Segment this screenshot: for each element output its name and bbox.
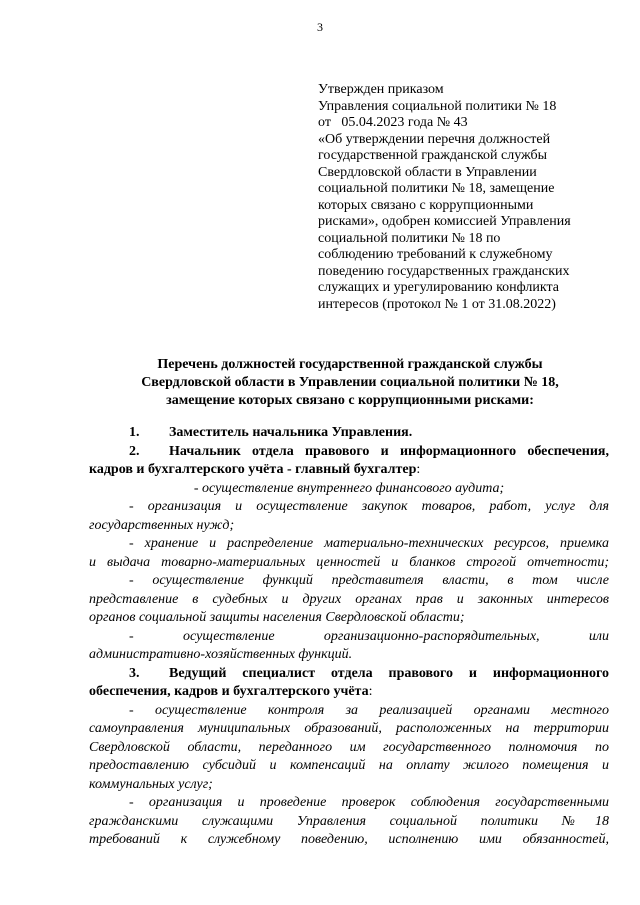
duty-line: коммунальных услуг; (89, 776, 213, 792)
duty-line: самоуправления муниципальных образований, расположенных на территории (89, 721, 609, 736)
colon: : (368, 684, 373, 699)
duty-line: предоставлению субсидий и компенсаций на оплату жилого помещения и (89, 758, 609, 773)
duty-line: - организация и осуществление закупок товаров, работ, услуг для (129, 499, 609, 514)
approval-line: Утвержден приказом (318, 82, 444, 97)
approval-line: социальной политики № 18, замещение (318, 181, 555, 196)
duty-line: - хранение и распределение материально-технических ресурсов, приемка (129, 536, 609, 551)
title-line: Свердловской области в Управлении социальной политики № 18, (141, 375, 559, 390)
list-item-3-continued (89, 683, 609, 702)
colon: : (416, 462, 421, 477)
item-number: 1. (129, 425, 140, 440)
duty-line: - осуществление организационно-распорядительных, или (129, 628, 609, 644)
approval-line: рисками», одобрен комиссией Управления (318, 214, 571, 229)
item-title-cont: обеспечения, кадров и бухгалтерского учёта (89, 684, 369, 699)
duty-line: - осуществление функций представителя власти, в том числе (129, 573, 609, 588)
approval-line: государственной гражданской службы (318, 148, 548, 163)
list-item-3 (89, 665, 609, 684)
duty-line: гражданскими служащими Управления социальной политики №18 (89, 813, 609, 829)
title-line: замещение которых связано с коррупционными рисками: (166, 393, 534, 408)
approval-line: служащих и урегулированию конфликта (318, 280, 559, 295)
approval-block (318, 82, 610, 313)
title-line: Перечень должностей государственной гражданской службы (157, 357, 543, 372)
list-item-1 (89, 424, 609, 443)
approval-line: от 05.04.2023 года № 43 (318, 115, 468, 130)
approval-line: поведению государственных гражданских (318, 263, 570, 279)
item-title: Заместитель начальника Управления. (169, 425, 413, 440)
page-number: 3 (317, 20, 323, 34)
duty-line: государственных нужд; (89, 517, 235, 533)
list-item-2-continued (89, 461, 609, 480)
duty-line: - организация и проведение проверок соблюдения государственными (129, 795, 609, 810)
approval-line: которых связано с коррупционными (318, 197, 534, 213)
item-title-cont: кадров и бухгалтерского учёта - главный бухгалтер (89, 462, 417, 477)
approval-line: интересов (протокол № 1 от 31.08.2022) (318, 296, 556, 312)
duty-line: - осуществление контроля за реализацией органами местного (129, 702, 609, 718)
duty-line: - осуществление внутреннего финансового аудита; (193, 480, 505, 496)
duty-line: органов социальной защиты населения Свердловской области; (89, 610, 465, 625)
item-number: 3. (129, 665, 140, 681)
item-number: 2. (129, 443, 140, 459)
duty-line: требований к служебному поведению, исполнению ими обязанностей, (89, 832, 609, 847)
item-title: Начальник отдела правового и информационного обеспечения, (169, 443, 609, 459)
duty-line: представление в судебных и других органах прав и законных интересов (89, 591, 609, 607)
list-item-2 (89, 443, 609, 462)
duty-line: Свердловской области, переданного им государственного полномочия по (89, 739, 609, 755)
document-title (80, 356, 620, 410)
approval-line: Свердловской области в Управлении (318, 164, 537, 180)
duty-line: и выдача товарно-материальных ценностей и бланков строгой отчетности; (89, 554, 609, 570)
approval-line: «Об утверждении перечня должностей (318, 131, 551, 147)
item-title: Ведущий специалист отдела правового и информационного (169, 665, 609, 681)
approval-line: Управления социальной политики № 18 (318, 98, 557, 114)
duty-line: административно-хозяйственных функций. (89, 647, 353, 662)
positions-list (89, 424, 609, 850)
approval-line: социальной политики № 18 по (318, 230, 501, 246)
approval-line: соблюдению требований к служебному (318, 247, 553, 262)
